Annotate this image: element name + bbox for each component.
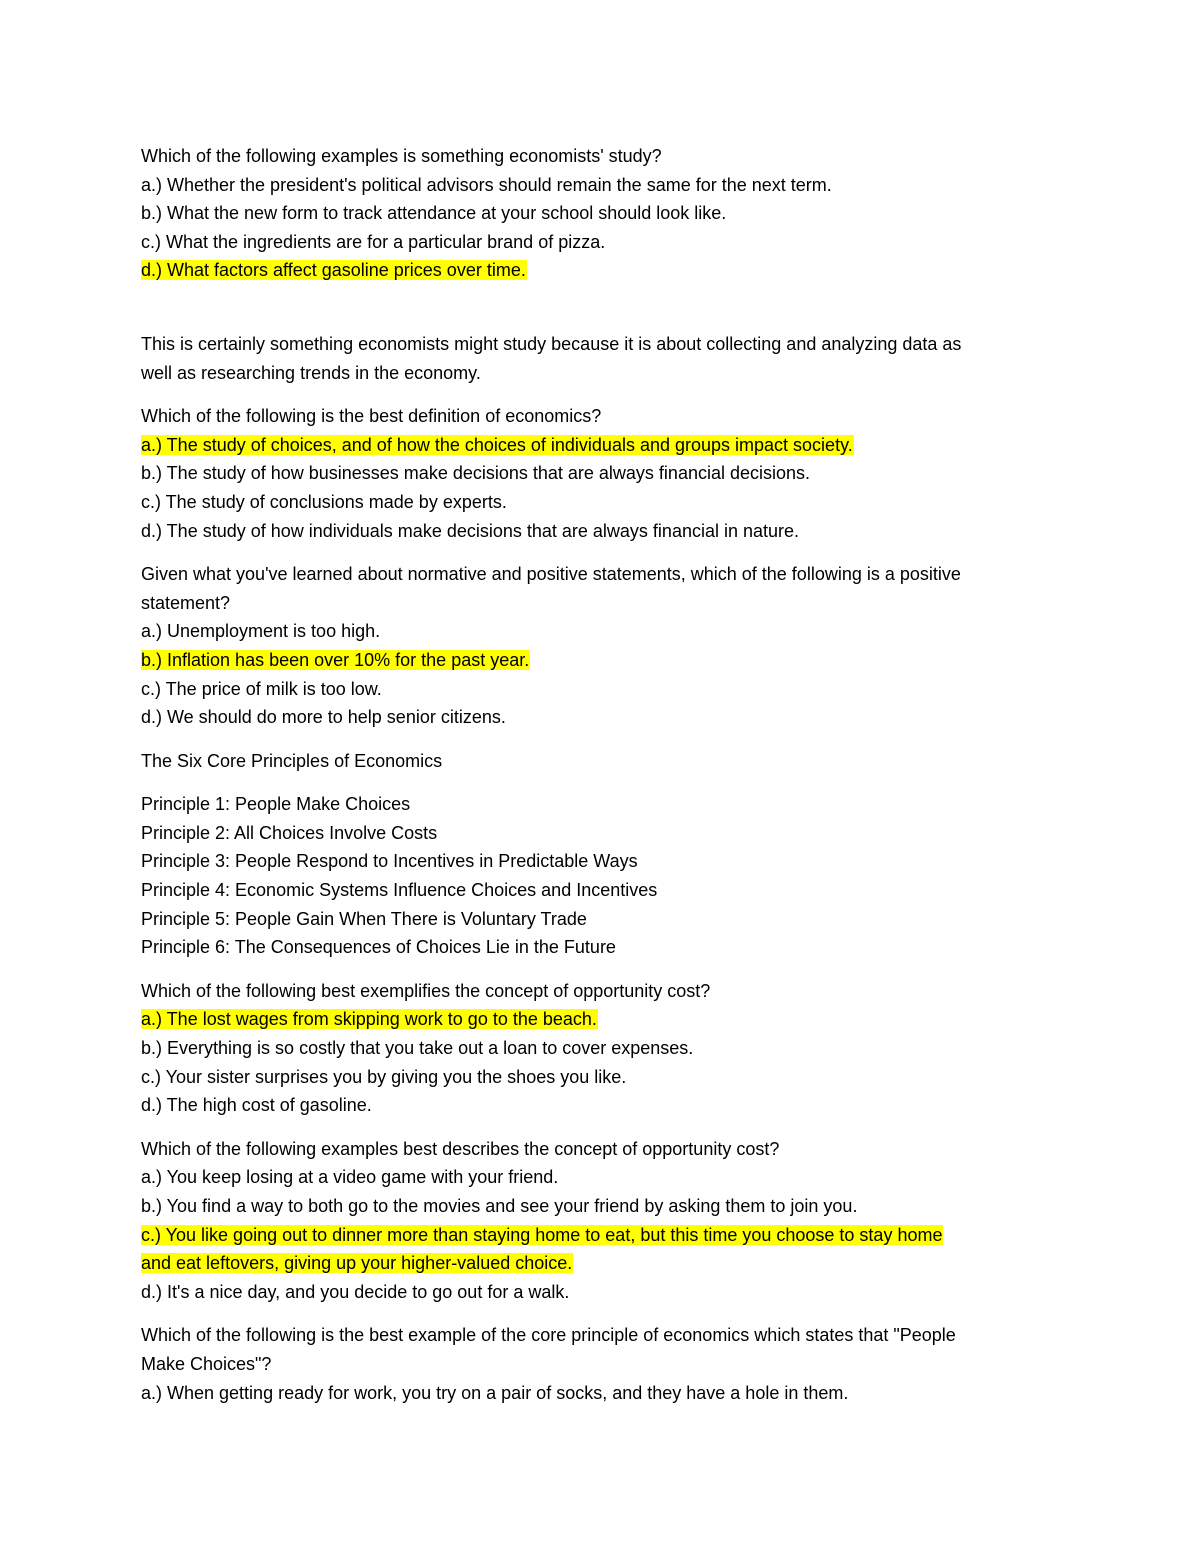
principles-heading: The Six Core Principles of Economics xyxy=(141,750,443,771)
highlighted-correct-answer: d.) What factors affect gasoline prices over time. xyxy=(141,260,526,281)
spacer xyxy=(141,300,1061,330)
answer-option-c-line-2-wrapper xyxy=(141,1249,1061,1278)
question-block-2 xyxy=(141,402,1061,545)
answer-option-c: c.) The price of milk is too low. xyxy=(141,678,382,699)
principle-item-3: Principle 3: People Respond to Incentives in Predictable Ways xyxy=(141,851,638,872)
highlighted-correct-answer: and eat leftovers, giving up your higher-valued choice. xyxy=(141,1253,573,1274)
principle-item-6: Principle 6: The Consequences of Choices Lie in the Future xyxy=(141,937,616,958)
question-text: Which of the following is the best definition of economics? xyxy=(141,406,602,427)
answer-option-c: c.) What the ingredients are for a particular brand of pizza. xyxy=(141,231,606,252)
highlighted-correct-answer: a.) The study of choices, and of how the choices of individuals and groups impact society. xyxy=(141,434,853,455)
principles-heading-block xyxy=(141,747,1061,776)
question-block-1 xyxy=(141,142,1061,285)
highlighted-correct-answer: a.) The lost wages from skipping work to go to the beach. xyxy=(141,1009,597,1030)
answer-option-b-wrapper xyxy=(141,646,1061,675)
answer-option-b: b.) You find a way to both go to the movies and see your friend by asking them to join you. xyxy=(141,1196,858,1216)
answer-option-a-wrapper xyxy=(141,431,1061,460)
answer-option-b: b.) What the new form to track attendance at your school should look like. xyxy=(141,203,727,224)
question-text: Which of the following best exemplifies the concept of opportunity cost? xyxy=(141,980,711,1001)
explanation-paragraph xyxy=(141,330,1061,387)
answer-option-b: b.) The study of how businesses make decisions that are always financial decisions. xyxy=(141,463,811,484)
answer-option-b: b.) Everything is so costly that you take out a loan to cover expenses. xyxy=(141,1038,694,1059)
question-block-6 xyxy=(141,1321,1061,1407)
answer-option-c: c.) Your sister surprises you by giving you the shoes you like. xyxy=(141,1066,627,1087)
answer-option-a: a.) Unemployment is too high. xyxy=(141,621,381,642)
principle-item-1: Principle 1: People Make Choices xyxy=(141,794,411,815)
question-text-line-2: Make Choices"? xyxy=(141,1353,272,1374)
explanation-line-2: well as researching trends in the economy. xyxy=(141,362,481,383)
question-text: Which of the following examples is something economists' study? xyxy=(141,146,662,166)
principle-item-2: Principle 2: All Choices Involve Costs xyxy=(141,822,438,843)
question-block-3 xyxy=(141,560,1061,732)
answer-option-d: d.) It's a nice day, and you decide to go out for a walk. xyxy=(141,1281,570,1302)
principles-list xyxy=(141,790,1061,962)
principle-item-4: Principle 4: Economic Systems Influence Choices and Incentives xyxy=(141,880,658,901)
question-text-line-1: Which of the following is the best example of the core principle of economics which states that "People xyxy=(141,1325,956,1346)
answer-option-a: a.) When getting ready for work, you try on a pair of socks, and they have a hole in them. xyxy=(141,1382,849,1403)
question-text: Which of the following examples best describes the concept of opportunity cost? xyxy=(141,1138,780,1159)
question-block-5 xyxy=(141,1135,1061,1307)
answer-option-a: a.) You keep losing at a video game with your friend. xyxy=(141,1167,559,1188)
highlighted-correct-answer: b.) Inflation has been over 10% for the past year. xyxy=(141,649,530,670)
document-page xyxy=(141,142,1061,1422)
answer-option-d: d.) The high cost of gasoline. xyxy=(141,1095,372,1116)
answer-option-d: d.) We should do more to help senior citizens. xyxy=(141,707,506,728)
highlighted-correct-answer: c.) You like going out to dinner more than staying home to eat, but this time you choose to stay home xyxy=(141,1224,943,1245)
answer-option-a: a.) Whether the president's political advisors should remain the same for the next term. xyxy=(141,174,832,195)
question-text-line-2: statement? xyxy=(141,592,231,613)
question-block-4 xyxy=(141,977,1061,1120)
answer-option-d: d.) The study of how individuals make decisions that are always financial in nature. xyxy=(141,520,800,541)
answer-option-c-line-1-wrapper xyxy=(141,1221,1061,1250)
answer-option-c: c.) The study of conclusions made by experts. xyxy=(141,491,507,512)
question-text-line-1: Given what you've learned about normative and positive statements, which of the following is a positive xyxy=(141,564,961,585)
principle-item-5: Principle 5: People Gain When There is Voluntary Trade xyxy=(141,908,587,929)
answer-option-d-wrapper xyxy=(141,256,1061,285)
answer-option-a-wrapper xyxy=(141,1005,1061,1034)
explanation-line-1: This is certainly something economists might study because it is about collecting and analyzing data as xyxy=(141,333,962,354)
